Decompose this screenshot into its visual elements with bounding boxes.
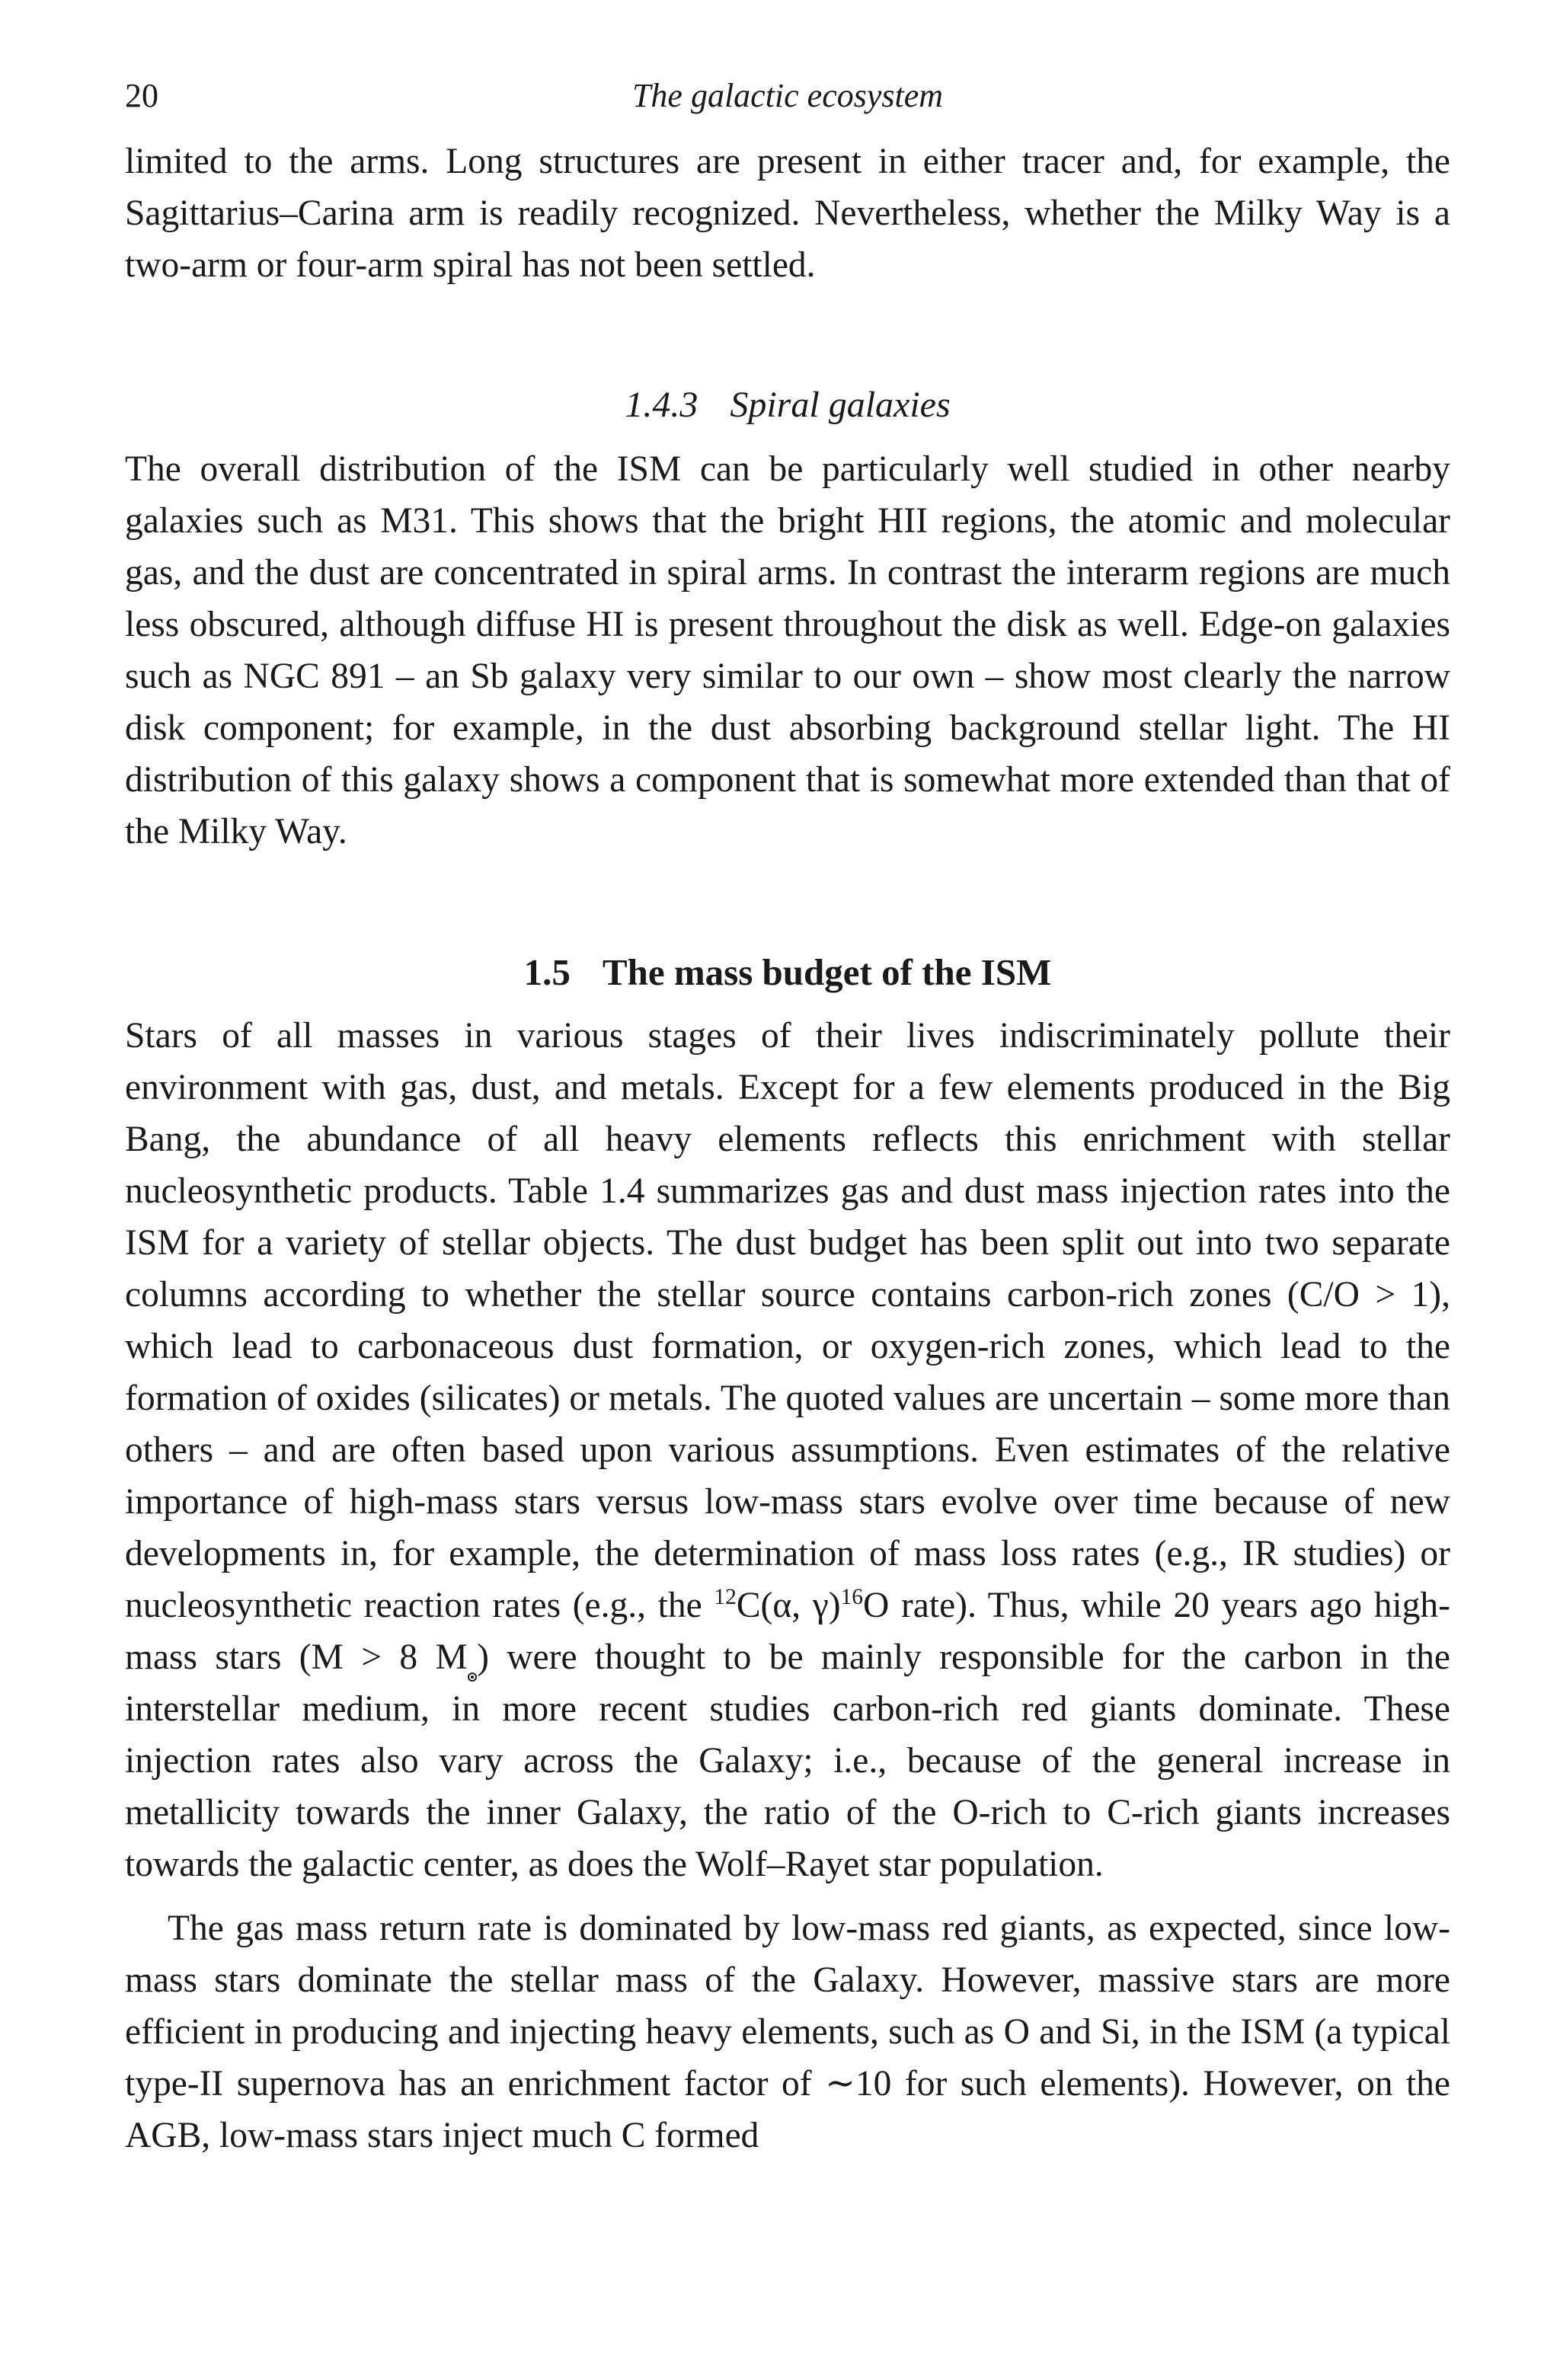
subsection-heading: [125, 382, 1450, 428]
sun-symbol: [468, 1658, 477, 1682]
subsection-number: 1.4.3: [625, 385, 698, 425]
superscript: 12: [714, 1585, 737, 1610]
text-run: Stars of all masses in various stages of their lives indiscriminately pollute their environment with gas, dust, and metals. Except for a few elements produced in the Big Bang, the abundance of all heavy elements reflects this enrichment with stellar nucleosynthetic products. Table 1.4 summarizes gas and dust mass injection rates into the ISM for a variety of stellar objects. The dust budget has been split out into two separate columns according to whether the stellar source contains carbon-rich zones (C/O > 1), which lead to carbonaceous dust formation, or oxygen-rich zones, which lead to the formation of oxides (silicates) or metals. The quoted values are uncertain – some more than others – and are often based upon various assumptions. Even estimates of the relative importance of high-mass stars versus low-mass stars evolve over time because of new developments in, for example, the determination of mass loss rates (e.g., IR studies) or nucleosynthetic reaction rates (e.g., the: [125, 1016, 1450, 1625]
book-page: [125, 76, 1450, 2161]
text-run: O rate). Thus, while 20 years ago high-mass stars (M > 8 M: [125, 1586, 1450, 1677]
page-number: 20: [125, 77, 158, 114]
running-title: The galactic ecosystem: [631, 77, 944, 114]
superscript: 16: [840, 1585, 864, 1610]
paragraph-spiral-galaxies: The overall distribution of the ISM can be particularly well studied in other nearby galaxies such as M31. This shows that the bright HII regions, the atomic and molecular gas, and the dust are concentrated in spiral arms. In contrast the interarm regions are much less obscured, although diffuse HI is present throughout the disk as well. Edge-on galaxies such as NGC 891 – an Sb galaxy very similar to our own – show most clearly the narrow disk component; for example, in the dust absorbing background stellar light. The HI distribution of this galaxy shows a component that is somewhat more extended than that of the Milky Way.: [125, 449, 1450, 851]
paragraph-continued: limited to the arms. Long structures are present in either tracer and, for example, the Sagittarius–Carina arm is readily recognized. Nevertheless, whether the Milky Way is a two-arm or four-arm spiral has not been settled.: [125, 142, 1450, 285]
section-heading: [125, 949, 1450, 996]
solar-symbol-icon: [468, 1672, 477, 1682]
paragraph-mass-budget: [125, 1010, 1450, 1890]
text-run: ) were thought to be mainly responsible for the carbon in the interstellar medium, in more recent studies carbon-rich red giants dominate. These injection rates also vary across the Galaxy; i.e., because of the general increase in metallicity towards the inner Galaxy, the ratio of the O-rich to C-rich giants increases towards the galactic center, as does the Wolf–Rayet star population.: [125, 1637, 1450, 1884]
text-run: C(α, γ): [736, 1586, 841, 1625]
section-title: The mass budget of the ISM: [602, 951, 1052, 993]
subsection-title: Spiral galaxies: [730, 385, 951, 425]
running-head: [125, 76, 1450, 122]
section-number: 1.5: [523, 951, 571, 993]
paragraph-gas-return: The gas mass return rate is dominated by low-mass red giants, as expected, since low-mass stars dominate the stellar mass of the Galaxy. However, massive stars are more efficient in producing and injecting heavy elements, such as O and Si, in the ISM (a typical type-II supernova has an enrichment factor of ∼10 for such elements). However, on the AGB, low-mass stars inject much C formed: [125, 1909, 1450, 2155]
